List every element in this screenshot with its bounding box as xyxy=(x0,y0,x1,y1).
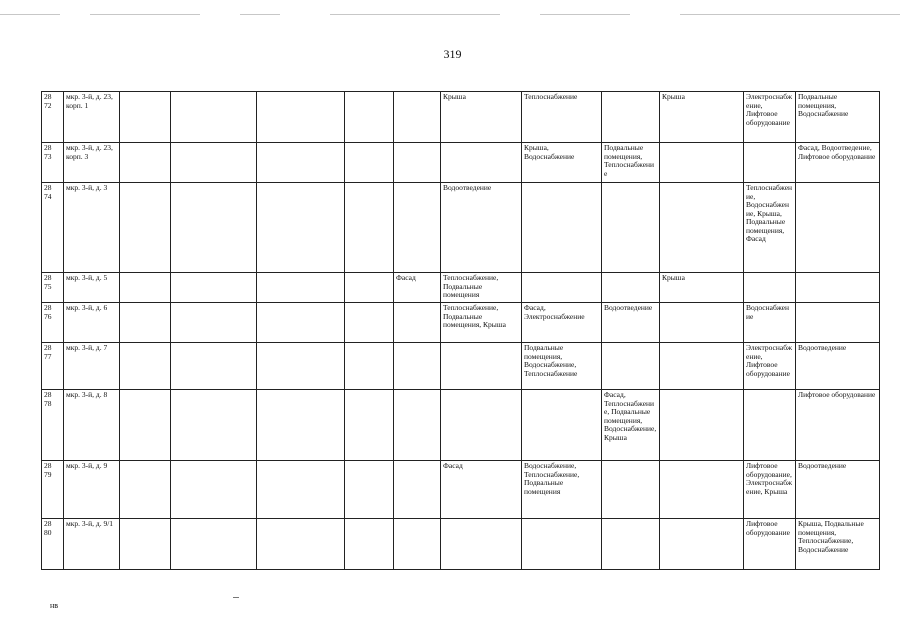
row-number-cell: 28 74 xyxy=(42,183,64,273)
work-type-cell xyxy=(120,390,171,461)
work-type-cell xyxy=(522,390,602,461)
work-type-cell: Водоснабжение xyxy=(744,303,796,343)
work-type-cell xyxy=(171,461,257,519)
work-type-cell xyxy=(171,343,257,390)
work-type-cell xyxy=(394,343,441,390)
work-type-cell xyxy=(257,303,345,343)
work-type-cell xyxy=(171,390,257,461)
work-type-cell xyxy=(120,273,171,303)
work-type-cell xyxy=(602,92,660,143)
table-row xyxy=(42,143,880,183)
work-type-cell: Электроснабжение, Лифтовое оборудование xyxy=(744,92,796,143)
work-type-cell: Крыша xyxy=(660,92,744,143)
work-type-cell xyxy=(257,92,345,143)
table-row xyxy=(42,92,880,143)
work-type-cell xyxy=(257,343,345,390)
work-type-cell xyxy=(120,143,171,183)
work-type-cell: Водоотведение xyxy=(796,461,880,519)
work-type-cell: Водоснабжение, Теплоснабжение, Подвальные помещения xyxy=(522,461,602,519)
row-number-cell: 28 80 xyxy=(42,519,64,570)
work-type-cell xyxy=(441,143,522,183)
work-type-cell: Фасад, Теплоснабжение, Подвальные помещения, Водоснабжение, Крыша xyxy=(602,390,660,461)
address-cell: мкр. 3-й, д. 23, корп. 1 xyxy=(64,92,120,143)
work-type-cell xyxy=(394,461,441,519)
row-number-cell: 28 72 xyxy=(42,92,64,143)
work-type-cell xyxy=(394,92,441,143)
row-number-cell: 28 79 xyxy=(42,461,64,519)
work-type-cell: Лифтовое оборудование xyxy=(744,519,796,570)
work-type-cell xyxy=(744,273,796,303)
repair-schedule-table xyxy=(41,91,880,570)
work-type-cell xyxy=(345,519,394,570)
work-type-cell xyxy=(120,519,171,570)
work-type-cell xyxy=(602,183,660,273)
work-type-cell: Фасад, Электроснабжение xyxy=(522,303,602,343)
table-row xyxy=(42,519,880,570)
work-type-cell: Теплоснабжение, Подвальные помещения, Крыша xyxy=(441,303,522,343)
work-type-cell xyxy=(744,143,796,183)
work-type-cell: Подвальные помещения, Водоснабжение, Теплоснабжение xyxy=(522,343,602,390)
address-cell: мкр. 3-й, д. 3 xyxy=(64,183,120,273)
work-type-cell xyxy=(171,92,257,143)
work-type-cell xyxy=(660,183,744,273)
address-cell: мкр. 3-й, д. 7 xyxy=(64,343,120,390)
work-type-cell xyxy=(441,390,522,461)
work-type-cell: Фасад xyxy=(394,273,441,303)
work-type-cell xyxy=(744,390,796,461)
table-row xyxy=(42,273,880,303)
work-type-cell xyxy=(441,519,522,570)
work-type-cell: Теплоснабжение, Водоснабжение, Крыша, Подвальные помещения, Фасад xyxy=(744,183,796,273)
row-number-cell: 28 77 xyxy=(42,343,64,390)
work-type-cell xyxy=(394,519,441,570)
work-type-cell xyxy=(257,519,345,570)
work-type-cell: Водоотведение xyxy=(602,303,660,343)
work-type-cell: Фасад xyxy=(441,461,522,519)
table-row xyxy=(42,390,880,461)
work-type-cell xyxy=(345,303,394,343)
work-type-cell: Фасад, Водоотведение, Лифтовое оборудование xyxy=(796,143,880,183)
work-type-cell xyxy=(257,461,345,519)
scan-artifact-mark xyxy=(233,597,239,598)
work-type-cell xyxy=(120,343,171,390)
address-cell: мкр. 3-й, д. 6 xyxy=(64,303,120,343)
work-type-cell: Лифтовое оборудование, Электроснабжение, Крыша xyxy=(744,461,796,519)
work-type-cell xyxy=(602,343,660,390)
work-type-cell xyxy=(171,273,257,303)
work-type-cell xyxy=(522,273,602,303)
work-type-cell xyxy=(120,461,171,519)
work-type-cell xyxy=(394,183,441,273)
work-type-cell xyxy=(345,390,394,461)
table-row xyxy=(42,461,880,519)
work-type-cell xyxy=(120,303,171,343)
work-type-cell xyxy=(796,303,880,343)
row-number-cell: 28 73 xyxy=(42,143,64,183)
work-type-cell: Теплоснабжение, Подвальные помещения xyxy=(441,273,522,303)
table-row xyxy=(42,303,880,343)
address-cell: мкр. 3-й, д. 5 xyxy=(64,273,120,303)
address-cell: мкр. 3-й, д. 23, корп. 3 xyxy=(64,143,120,183)
footer-code: нв xyxy=(50,601,59,610)
address-cell: мкр. 3-й, д. 9/1 xyxy=(64,519,120,570)
work-type-cell xyxy=(660,303,744,343)
work-type-cell: Теплоснабжение xyxy=(522,92,602,143)
work-type-cell xyxy=(345,273,394,303)
address-cell: мкр. 3-й, д. 8 xyxy=(64,390,120,461)
work-type-cell xyxy=(171,183,257,273)
work-type-cell: Лифтовое оборудование xyxy=(796,390,880,461)
page-number: 319 xyxy=(443,47,462,61)
work-type-cell xyxy=(345,461,394,519)
work-type-cell: Водоотведение xyxy=(796,343,880,390)
address-cell: мкр. 3-й, д. 9 xyxy=(64,461,120,519)
work-type-cell xyxy=(602,461,660,519)
work-type-cell xyxy=(796,183,880,273)
work-type-cell: Водоотведение xyxy=(441,183,522,273)
work-type-cell xyxy=(441,343,522,390)
work-type-cell xyxy=(257,143,345,183)
work-type-cell: Крыша xyxy=(660,273,744,303)
work-type-cell xyxy=(171,519,257,570)
work-type-cell xyxy=(660,461,744,519)
table-row xyxy=(42,183,880,273)
work-type-cell: Подвальные помещения, Теплоснабжение xyxy=(602,143,660,183)
table-row xyxy=(42,343,880,390)
work-type-cell xyxy=(660,143,744,183)
work-type-cell: Электроснабжение, Лифтовое оборудование xyxy=(744,343,796,390)
work-type-cell xyxy=(345,143,394,183)
work-type-cell xyxy=(660,519,744,570)
work-type-cell xyxy=(796,273,880,303)
work-type-cell: Подвальные помещения, Водоснабжение xyxy=(796,92,880,143)
row-number-cell: 28 75 xyxy=(42,273,64,303)
work-type-cell: Крыша, Подвальные помещения, Теплоснабжение, Водоснабжение xyxy=(796,519,880,570)
work-type-cell xyxy=(522,519,602,570)
scan-artifact-line xyxy=(0,12,905,18)
work-type-cell xyxy=(660,343,744,390)
work-type-cell xyxy=(660,390,744,461)
work-type-cell xyxy=(345,183,394,273)
work-type-cell xyxy=(257,273,345,303)
row-number-cell: 28 78 xyxy=(42,390,64,461)
work-type-cell xyxy=(257,183,345,273)
work-type-cell xyxy=(257,390,345,461)
work-type-cell xyxy=(394,390,441,461)
work-type-cell xyxy=(394,143,441,183)
work-type-cell xyxy=(120,92,171,143)
work-type-cell xyxy=(171,143,257,183)
work-type-cell xyxy=(602,519,660,570)
work-type-cell xyxy=(602,273,660,303)
work-type-cell xyxy=(345,92,394,143)
work-type-cell xyxy=(171,303,257,343)
work-type-cell xyxy=(120,183,171,273)
work-type-cell xyxy=(345,343,394,390)
work-type-cell: Крыша xyxy=(441,92,522,143)
work-type-cell xyxy=(394,303,441,343)
row-number-cell: 28 76 xyxy=(42,303,64,343)
work-type-cell: Крыша, Водоснабжение xyxy=(522,143,602,183)
work-type-cell xyxy=(522,183,602,273)
